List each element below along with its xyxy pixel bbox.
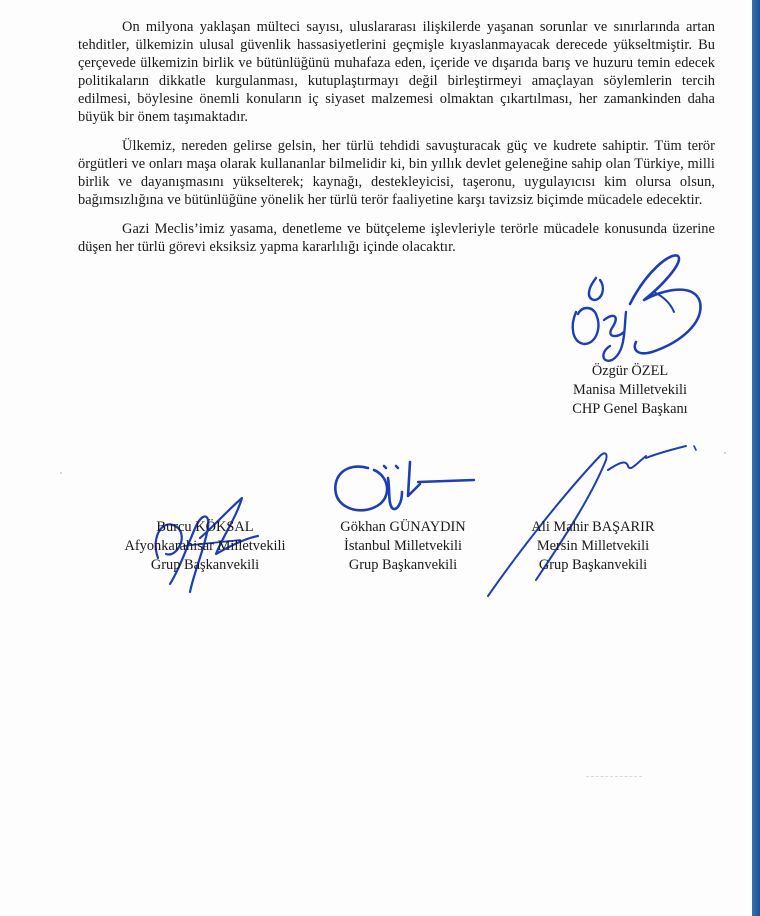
signature-middle-deputy xyxy=(328,456,478,522)
scan-speck xyxy=(60,472,62,474)
signatory-constituency: İstanbul Milletvekili xyxy=(344,538,462,554)
signatory-title: Grup Başkanvekili xyxy=(150,557,260,573)
scan-edge xyxy=(752,0,760,916)
signatory-middle-deputy xyxy=(318,518,488,575)
signatory-name: Özgür ÖZEL xyxy=(591,363,669,379)
signatory-chair xyxy=(540,362,720,419)
signatory-title: CHP Genel Başkanı xyxy=(572,401,688,417)
paragraph-refugees-security: On milyona yaklaşan mülteci sayısı, uluslararası ilişkilerde yaşanan sorunlar ve sınırlarında artan tehditler, ülkemizin ulusal güvenlik hassasiyetlerini geçmişle kıyaslanmayacak derecede yükseltmiştir. Bu çerçevede ülkemizin birlik ve bütünlüğünü muhafaza eden, içeride ve dışarıda barış ve huzuru temin edecek politikaların dikkatle kurgulanması, kutuplaştırmayı değil birleştirmeyi amaçlayan söylemlerin tercih edilmesi, böylesine önemli konuların iç siyaset malzemesi olmaktan çıkartılması, her zamankinden daha büyük bir önem taşımaktadır. xyxy=(78,19,715,125)
scan-speck xyxy=(724,452,726,454)
paragraph-terror-threats: Ülkemiz, nereden gelirse gelsin, her türlü tehdidi savuşturacak güç ve kudrete sahiptir. Tüm terör örgütleri ve onları maşa olarak kullananlar bilmelidir ki, bin yıllık devlet geleneğine sahip olan Türkiye, milli birlik ve dayanışmasını yükselterek; kaynağı, destekleyicisi, taşeronu, uygulayıcısı kim olursa olsun, bağımsızlığına ve bütünlüğüne yönelik her türlü terör faaliyetine karşı tavizsiz biçimde mücadele edecektir. xyxy=(78,138,715,208)
signatory-left-deputy xyxy=(110,518,300,575)
signatory-constituency: Manisa Milletvekili xyxy=(573,382,687,398)
signatory-name: Burcu KÖKSAL xyxy=(156,519,254,535)
signatory-title: Grup Başkanvekili xyxy=(538,557,648,573)
signatory-constituency: Afyonkarahisar Milletvekili xyxy=(124,538,286,554)
signatory-name: Ali Mahir BAŞARIR xyxy=(531,519,655,535)
signatory-constituency: Mersin Milletvekili xyxy=(536,538,650,554)
paragraph-parliament-duty: Gazi Meclis’imiz yasama, denetleme ve bütçeleme işlevleriyle terörle mücadele konusunda üzerine düşen her türlü görevi eksiksiz yapma kararlılığı içinde olacaktır. xyxy=(78,221,715,255)
signatory-right-deputy xyxy=(508,518,678,575)
signatory-title: Grup Başkanvekili xyxy=(348,557,458,573)
document-body xyxy=(78,18,715,267)
signatory-name: Gökhan GÜNAYDIN xyxy=(340,519,466,535)
scan-artifact-line xyxy=(586,776,642,778)
